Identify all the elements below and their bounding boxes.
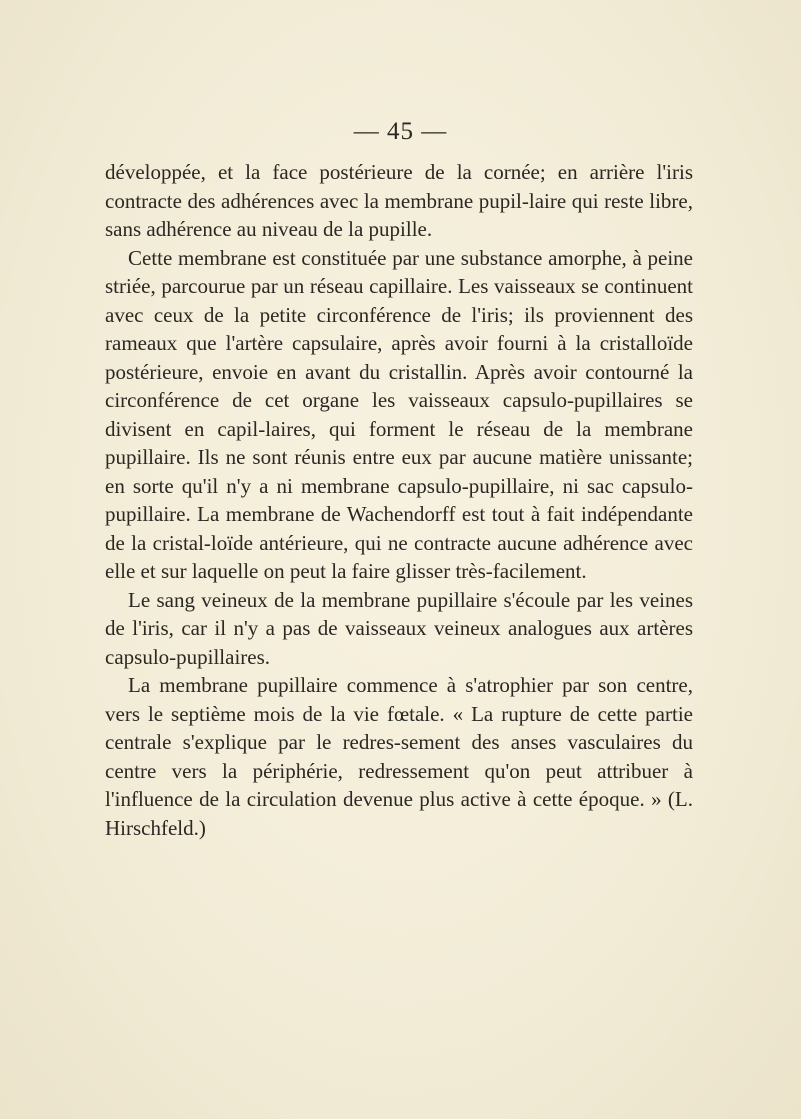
paragraph-3: Le sang veineux de la membrane pupillaire s'écoule par les veines de l'iris, car il n'y a pas de vaisseaux veineux analogues aux artères capsulo-pupillaires. [105, 587, 693, 669]
page-number: — 45 — [353, 118, 448, 145]
paragraph-4: La membrane pupillaire commence à s'atrophier par son centre, vers le septième mois de la vie fœtale. « La rupture de cette partie centrale s'explique par le redres-sement des anses vasculaires du centre vers la périphérie, redressement qu'on peut attribuer à l'influence de la circulation devenue plus active à cette époque. » (L. Hirschfeld.) [105, 673, 693, 840]
page-body [105, 158, 693, 842]
paragraph-2: Cette membrane est constituée par une substance amorphe, à peine striée, parcourue par un réseau capillaire. Les vaisseaux se continuent avec ceux de la petite circonférence de l'iris; ils proviennent des rameaux que l'artère capsulaire, après avoir fourni à la cristalloïde postérieure, envoie en avant du cristallin. Après avoir contourné la circonférence de cet organe les vaisseaux capsulo-pupillaires se divisent en capil-laires, qui forment le réseau de la membrane pupillaire. Ils ne sont réunis entre eux par aucune matière unissante; en sorte qu'il n'y a ni membrane capsulo-pupillaire, ni sac capsulo-pupillaire. La membrane de Wachendorff est tout à fait indépendante de la cristal-loïde antérieure, qui ne contracte aucune adhérence avec elle et sur laquelle on peut la faire glisser très-facilement. [105, 245, 693, 583]
paragraph-1: développée, et la face postérieure de la cornée; en arrière l'iris contracte des adhérences avec la membrane pupil-laire qui reste libre, sans adhérence au niveau de la pupille. [105, 160, 693, 241]
